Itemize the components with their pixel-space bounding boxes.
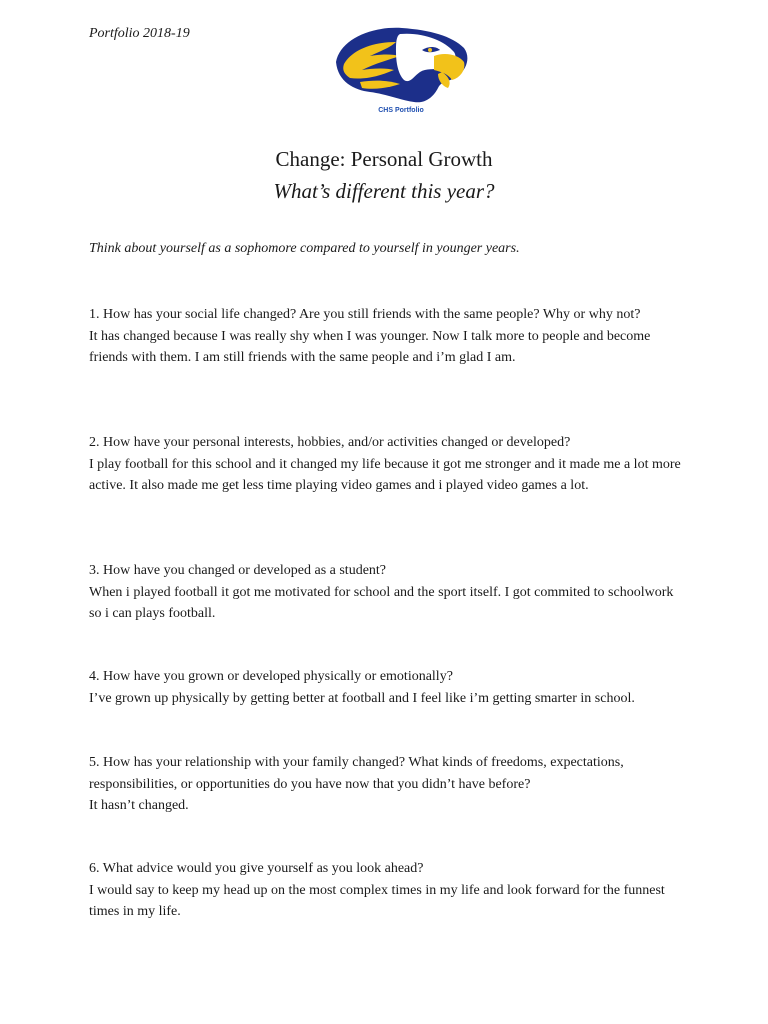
question-block-1	[89, 304, 689, 369]
page-title: Change: Personal Growth	[275, 147, 493, 171]
answer-text: I’ve grown up physically by getting better at football and I feel like i’m getting smarter in school.	[89, 690, 635, 706]
question-text: 5. How has your relationship with your family changed? What kinds of freedoms, expectations, responsibilities, or opportunities do you have now that you didn’t have before?	[89, 755, 624, 792]
question-block-4	[89, 666, 709, 709]
portfolio-label: Portfolio 2018-19	[89, 26, 190, 41]
question-text: 1. How has your social life changed? Are you still friends with the same people? Why or why not?	[89, 307, 641, 322]
answer-text: I play football for this school and it changed my life because it got me stronger and it made me a lot more active. It also made me get less time playing video games and i played video games a lot.	[89, 456, 681, 493]
question-block-3	[89, 560, 689, 625]
question-text: 4. How have you grown or developed physically or emotionally?	[89, 669, 453, 684]
question-text: 3. How have you changed or developed as a student?	[89, 563, 387, 578]
answer-text: I would say to keep my head up on the most complex times in my life and look forward for the funnest times in my life.	[89, 882, 665, 919]
question-text: 2. How have your personal interests, hobbies, and/or activities changed or developed?	[89, 435, 571, 450]
page-subtitle: What’s different this year?	[273, 179, 495, 203]
answer-text: When i played football it got me motivated for school and the sport itself. I got commited to schoolwork so i can plays football.	[89, 584, 674, 621]
question-block-6	[89, 858, 689, 923]
answer-text: It has changed because I was really shy when I was younger. Now I talk more to people and become friends with them. I am still friends with the same people and i’m glad I am.	[89, 328, 651, 365]
question-block-5	[89, 752, 689, 817]
question-block-2	[89, 432, 689, 497]
answer-text: It hasn’t changed.	[89, 798, 189, 813]
eagle-icon	[330, 22, 472, 118]
question-text: 6. What advice would you give yourself as you look ahead?	[89, 861, 424, 876]
logo-caption: CHS Portfolio	[378, 107, 424, 114]
intro-text: Think about yourself as a sophomore compared to yourself in younger years.	[89, 241, 520, 256]
